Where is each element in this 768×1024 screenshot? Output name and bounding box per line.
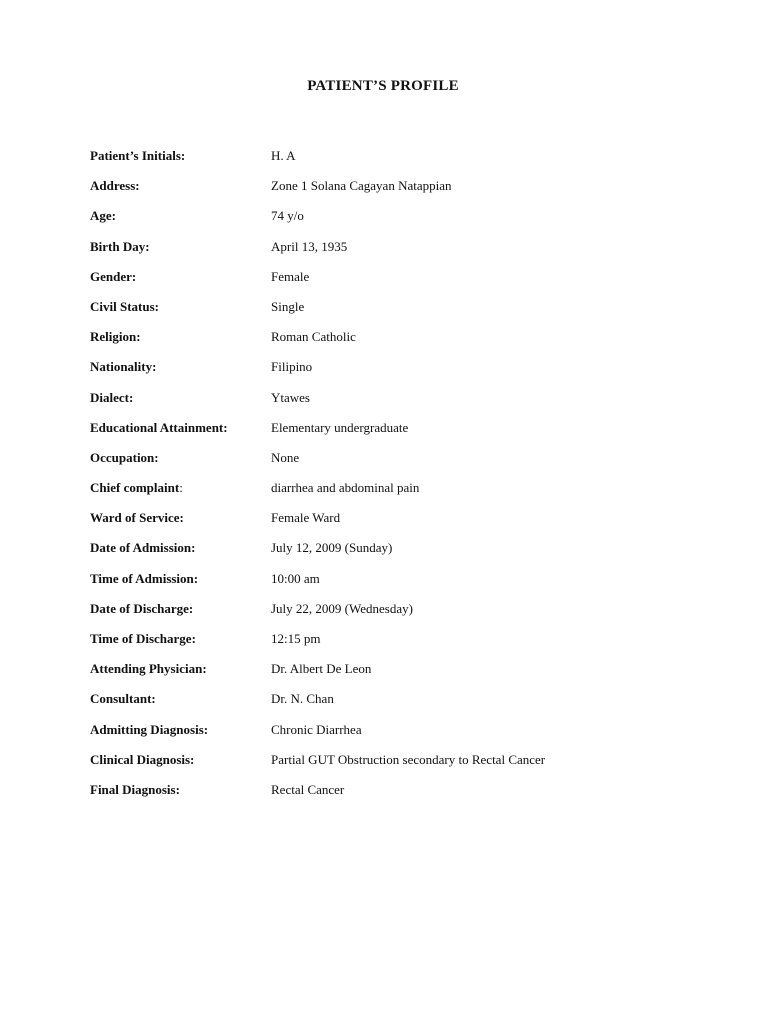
field-row-time-of-admission [90, 570, 710, 600]
field-row-patient-initials [90, 147, 710, 177]
field-value-final-diagnosis: Rectal Cancer [271, 781, 345, 797]
field-value-admitting-diagnosis: Chronic Diarrhea [271, 721, 362, 737]
field-row-time-of-discharge [90, 630, 710, 660]
patient-profile-table [90, 147, 710, 811]
field-label-occupation: Occupation: [90, 449, 159, 465]
field-value-consultant: Dr. N. Chan [271, 691, 334, 707]
field-row-date-of-discharge [90, 600, 710, 630]
field-label-date-of-admission: Date of Admission: [90, 540, 196, 556]
field-label-nationality: Nationality: [90, 359, 157, 375]
field-value-age: 74 y/o [271, 208, 304, 224]
field-value-address: Zone 1 Solana Cagayan Natappian [271, 178, 452, 194]
field-label-religion: Religion: [90, 329, 141, 345]
field-row-chief-complaint [90, 479, 710, 509]
field-row-civil-status [90, 298, 710, 328]
field-value-time-of-admission: 10:00 am [271, 570, 320, 586]
field-value-educational-attainment: Elementary undergraduate [271, 419, 409, 435]
field-label-birth-day: Birth Day: [90, 238, 150, 254]
field-label-chief-complaint-colon: : [179, 480, 183, 496]
field-value-chief-complaint: diarrhea and abdominal pain [271, 480, 420, 496]
page-title: PATIENT’S PROFILE [307, 78, 459, 94]
field-label-chief-complaint [90, 479, 271, 497]
field-label-final-diagnosis: Final Diagnosis: [90, 781, 180, 797]
field-label-admitting-diagnosis: Admitting Diagnosis: [90, 721, 209, 737]
field-row-ward-of-service [90, 509, 710, 539]
field-value-civil-status: Single [271, 298, 305, 314]
field-row-nationality [90, 358, 710, 388]
field-label-civil-status: Civil Status: [90, 298, 159, 314]
field-label-time-of-admission: Time of Admission: [90, 570, 199, 586]
field-row-age [90, 207, 710, 237]
field-value-date-of-admission: July 12, 2009 (Sunday) [271, 540, 393, 556]
field-value-gender: Female [271, 268, 310, 284]
field-value-nationality: Filipino [271, 359, 313, 375]
field-row-date-of-admission [90, 539, 710, 569]
field-label-age: Age: [90, 208, 116, 224]
field-row-birth-day [90, 238, 710, 268]
field-value-patient-initials: H. A [271, 148, 296, 163]
field-row-educational-attainment [90, 419, 710, 449]
field-row-gender [90, 268, 710, 298]
field-value-attending-physician: Dr. Albert De Leon [271, 661, 372, 677]
field-value-time-of-discharge: 12:15 pm [271, 631, 321, 646]
field-row-religion [90, 328, 710, 358]
field-value-religion: Roman Catholic [271, 329, 356, 345]
field-value-date-of-discharge: July 22, 2009 (Wednesday) [271, 600, 413, 616]
field-label-date-of-discharge: Date of Discharge: [90, 600, 194, 616]
field-label-educational-attainment: Educational Attainment: [90, 419, 228, 435]
field-label-clinical-diagnosis: Clinical Diagnosis: [90, 751, 195, 767]
field-label-address: Address: [90, 178, 140, 194]
field-row-occupation [90, 449, 710, 479]
field-value-birth-day: April 13, 1935 [271, 238, 348, 254]
field-label-ward-of-service: Ward of Service: [90, 510, 184, 526]
field-label-dialect: Dialect: [90, 389, 134, 405]
field-value-occupation: None [271, 449, 300, 465]
field-row-dialect [90, 389, 710, 419]
field-row-admitting-diagnosis [90, 721, 710, 751]
field-row-attending-physician [90, 660, 710, 690]
field-label-attending-physician: Attending Physician: [90, 661, 207, 677]
field-value-dialect: Ytawes [271, 389, 310, 405]
field-row-clinical-diagnosis [90, 751, 710, 781]
field-row-final-diagnosis [90, 781, 710, 811]
field-row-address [90, 177, 710, 207]
field-label-gender: Gender: [90, 268, 137, 284]
field-label-chief-complaint-text: Chief complaint [90, 480, 180, 496]
field-value-clinical-diagnosis: Partial GUT Obstruction secondary to Rectal Cancer [271, 751, 546, 767]
field-label-time-of-discharge: Time of Discharge: [90, 631, 196, 646]
field-value-ward-of-service: Female Ward [271, 510, 341, 526]
field-row-consultant [90, 690, 710, 720]
field-label-consultant: Consultant: [90, 691, 156, 707]
field-label-patient-initials: Patient’s Initials: [90, 148, 186, 163]
